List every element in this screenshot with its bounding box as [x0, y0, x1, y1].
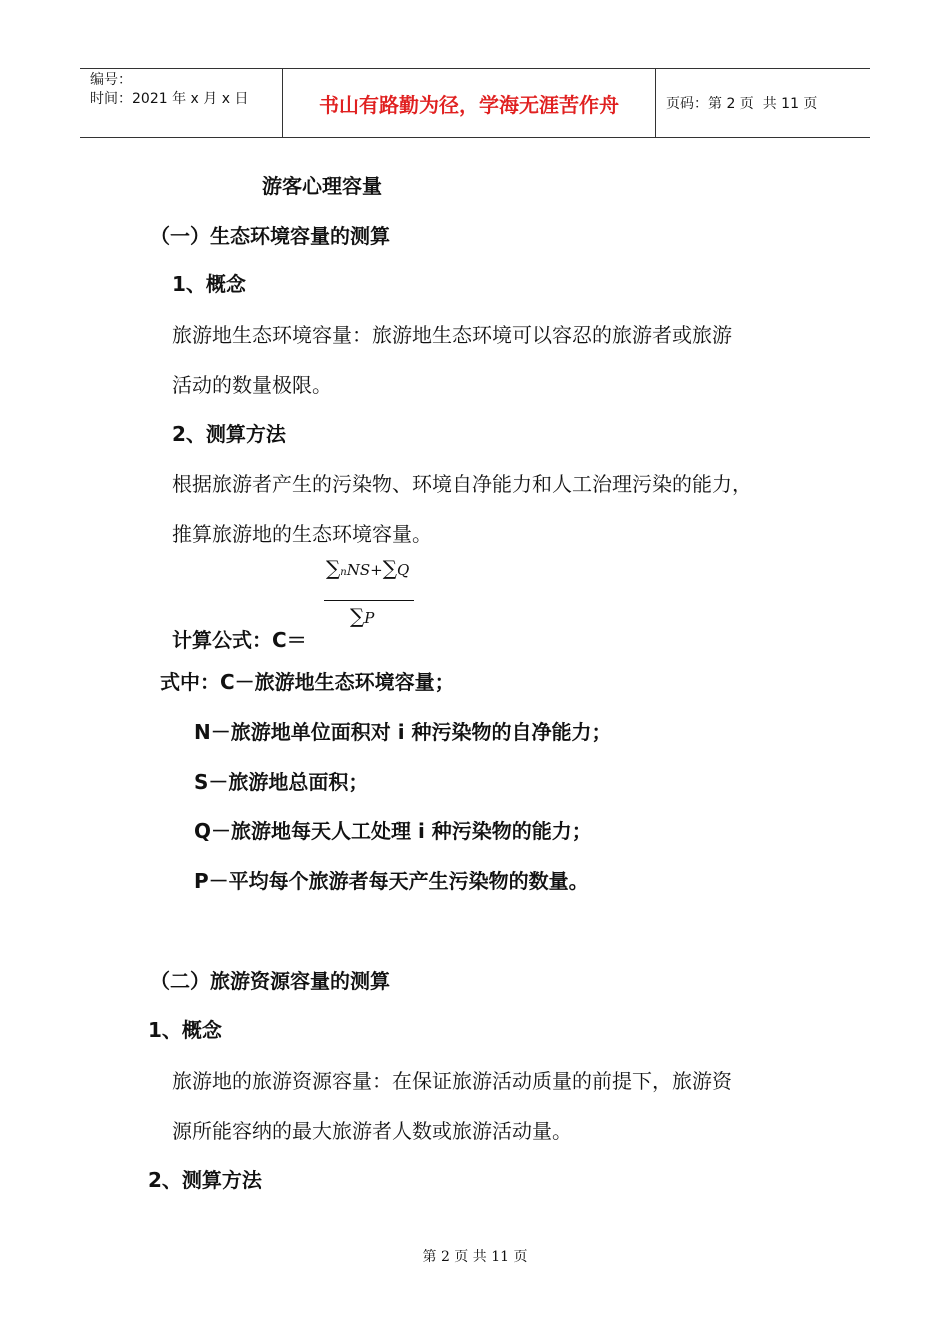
- header-motto: 书山有路勤为径，学海无涯苦作舟: [283, 69, 656, 137]
- s2-concept-title: 1、概念: [148, 1018, 222, 1042]
- s1-method-title: 2、测算方法: [172, 422, 286, 446]
- page-footer: 第 2 页 共 11 页: [422, 1249, 528, 1265]
- where-q: Q－旅游地每天人工处理 i 种污染物的能力；: [194, 819, 592, 843]
- s2-concept-text-1: 旅游地的旅游资源容量：在保证旅游活动质量的前提下，旅游资: [172, 1069, 732, 1093]
- where-c: 式中：C－旅游地生态环境容量；: [160, 670, 455, 694]
- section2-title: （二）旅游资源容量的测算: [150, 969, 390, 993]
- where-p: P－平均每个旅游者每天产生污染物的数量。: [194, 869, 589, 893]
- formula-denominator-text: P: [364, 609, 375, 627]
- formula-denominator: [350, 604, 374, 628]
- s1-method-text-1: 根据旅游者产生的污染物、环境自净能力和人工治理污染的能力，: [172, 472, 752, 496]
- formula-numerator: [326, 556, 409, 580]
- subtitle: 游客心理容量: [262, 174, 382, 198]
- s1-concept-text-2: 活动的数量极限。: [172, 373, 332, 397]
- formula-numerator-text: NS+: [346, 561, 383, 579]
- section1-title: （一）生态环境容量的测算: [150, 224, 390, 248]
- where-n: N－旅游地单位面积对 i 种污染物的自净能力；: [194, 720, 612, 744]
- header-time-label: 时间：2021 年 x 月 x 日: [90, 91, 249, 107]
- sum-top: n: [340, 567, 347, 578]
- s1-concept-title: 1、概念: [172, 272, 246, 296]
- formula-numerator-q: Q: [397, 561, 410, 579]
- header-table: [80, 68, 870, 138]
- fraction-bar: [324, 600, 414, 601]
- sum-symbol: ∑: [326, 556, 341, 580]
- s2-concept-text-2: 源所能容纳的最大旅游者人数或旅游活动量。: [172, 1119, 572, 1143]
- header-number-label: 编号：: [90, 72, 132, 88]
- header-page-label: 页码：第 2 页 共 11 页: [666, 96, 818, 112]
- sum-symbol: ∑: [350, 604, 365, 628]
- s1-method-text-2: 推算旅游地的生态环境容量。: [172, 522, 432, 546]
- where-s: S－旅游地总面积；: [194, 770, 369, 794]
- sum-symbol: ∑: [382, 556, 397, 580]
- formula-label: 计算公式：C＝: [172, 628, 307, 652]
- header-meta-cell: [80, 69, 283, 137]
- s1-concept-text-1: 旅游地生态环境容量：旅游地生态环境可以容忍的旅游者或旅游: [172, 323, 732, 347]
- capacity-formula: [320, 556, 420, 648]
- header-page-cell: [656, 69, 870, 137]
- s2-method-title: 2、测算方法: [148, 1168, 262, 1192]
